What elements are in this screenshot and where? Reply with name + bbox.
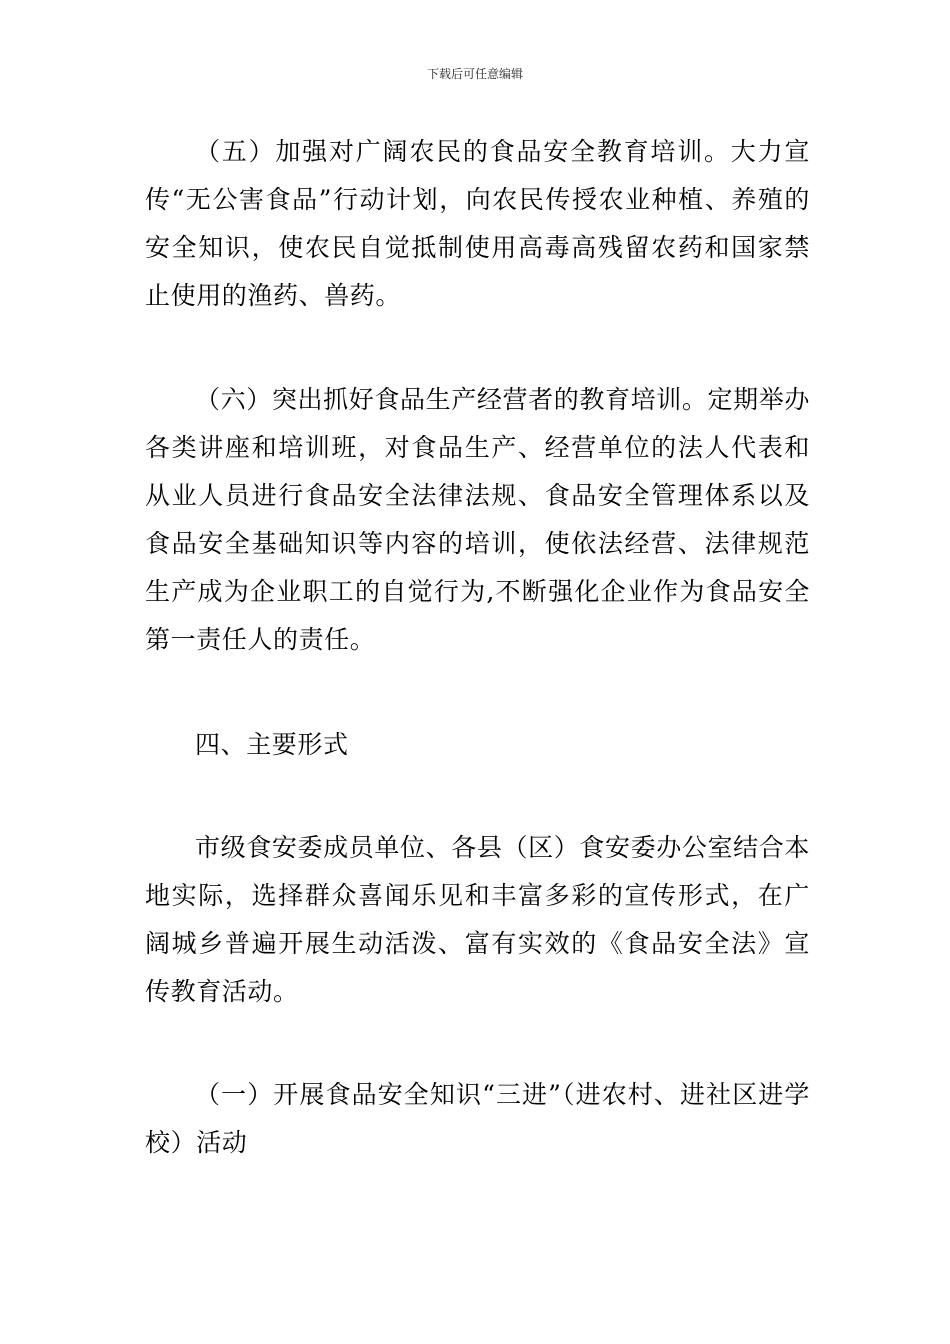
paragraph-one-three-entries: （一）开展食品安全知识“三进”（进农村、进社区进学校）活动 (145, 1080, 810, 1157)
paragraph-main-forms-intro: 市级食安委成员单位、各县（区）食安委办公室结合本地实际，选择群众喜闻乐见和丰富多彩的宣传形式，在广阔城乡普遍开展生动活泼、富有实效的《食品安全法》宣传教育活动。 (145, 833, 810, 1006)
paragraph-six-producer-training: （六）突出抓好食品生产经营者的教育培训。定期举办各类讲座和培训班，对食品生产、经营单位的法人代表和从业人员进行食品安全法律法规、食品安全管理体系以及食品安全基础知识等内容的培训，使依法经营、法律规范生产成为企业职工的自觉行为,不断强化企业作为食品安全第一责任人的责任。 (145, 385, 810, 654)
header-note: 下载后可任意编辑 (426, 67, 523, 81)
section-heading-main-forms: 四、主要形式 (195, 730, 349, 759)
paragraph-five-farmer-training: （五）加强对广阔农民的食品安全教育培训。大力宣传“无公害食品”行动计划，向农民传授农业种植、养殖的安全知识，使农民自觉抵制使用高毒高残留农药和国家禁止使用的渔药、兽药。 (145, 137, 810, 310)
